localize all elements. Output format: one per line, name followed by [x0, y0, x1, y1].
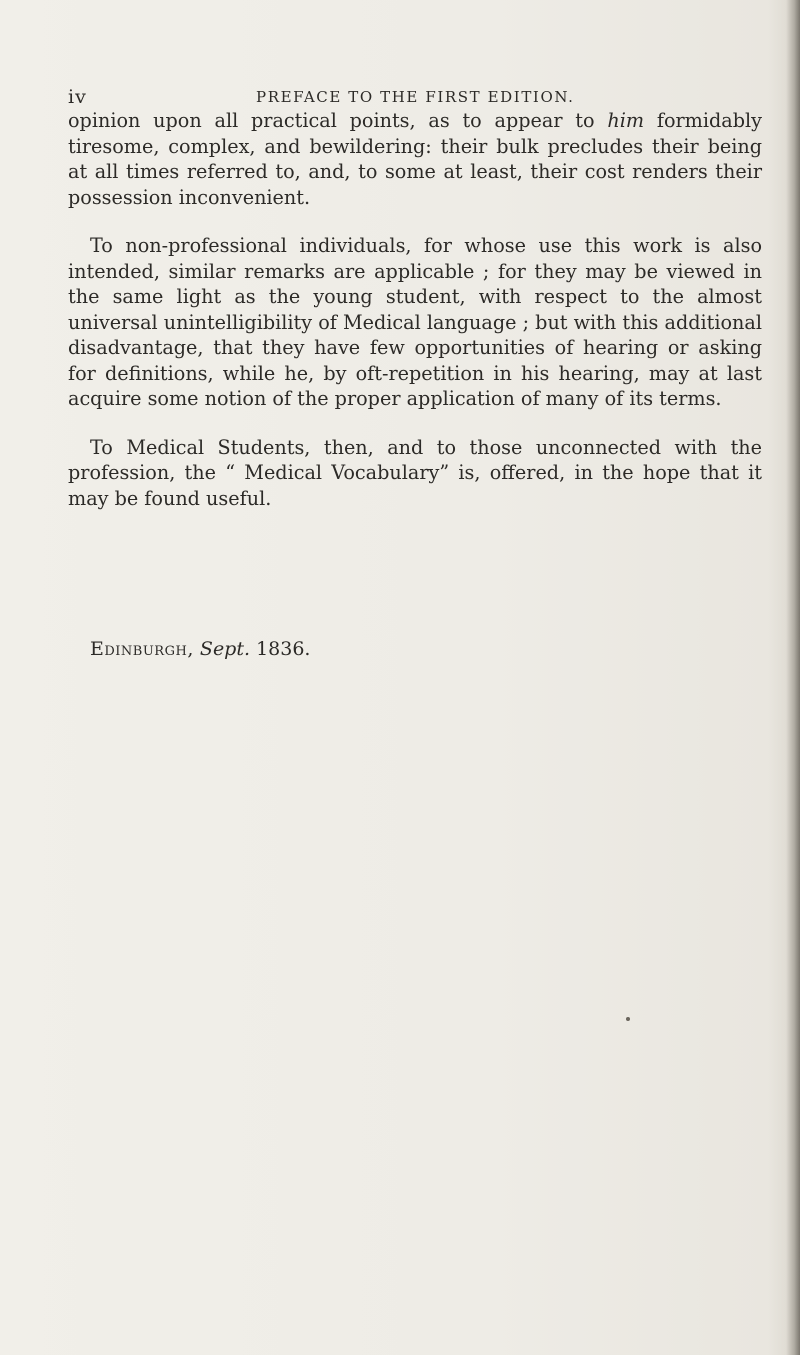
signoff-year: 1836. [256, 638, 311, 660]
ink-speck [626, 1017, 630, 1021]
paragraph-3: To Medical Students, then, and to those unconnected with the profession, the “ Medical Vocabulary” is, offered, in the hope that it may be found useful. [68, 435, 762, 510]
page-number: iv [68, 86, 87, 108]
paragraph-2: To non-professional individuals, for whose use this work is also intended, similar remarks are applicable ; for they may be viewed in the same light as the young student, with respect to the almost universal unintelligibility of Medical language ; but with this additional disadvantage, that they have few opportunities of hearing or asking for definitions, while he, by oft-repetition in his hearing, may at last acquire some notion of the proper application of many of its terms. [68, 234, 762, 410]
body-text [68, 108, 762, 534]
signoff-month: Sept. [199, 638, 251, 660]
paragraph-1-text-end: formidably tiresome, complex, and bewildering: their bulk precludes their being at all times referred to, and, to some at least, their cost renders their possession inconvenient. [68, 109, 762, 209]
page-edge-shadow [786, 0, 800, 1355]
running-head: PREFACE TO THE FIRST EDITION. [256, 88, 575, 106]
paragraph-1 [68, 108, 762, 210]
emphasis-him: him [607, 109, 645, 132]
paragraph-1-text-start: opinion upon all practical points, as to appear to [68, 109, 608, 132]
signoff-place: Edinburgh, [90, 638, 194, 660]
signoff [90, 638, 310, 660]
